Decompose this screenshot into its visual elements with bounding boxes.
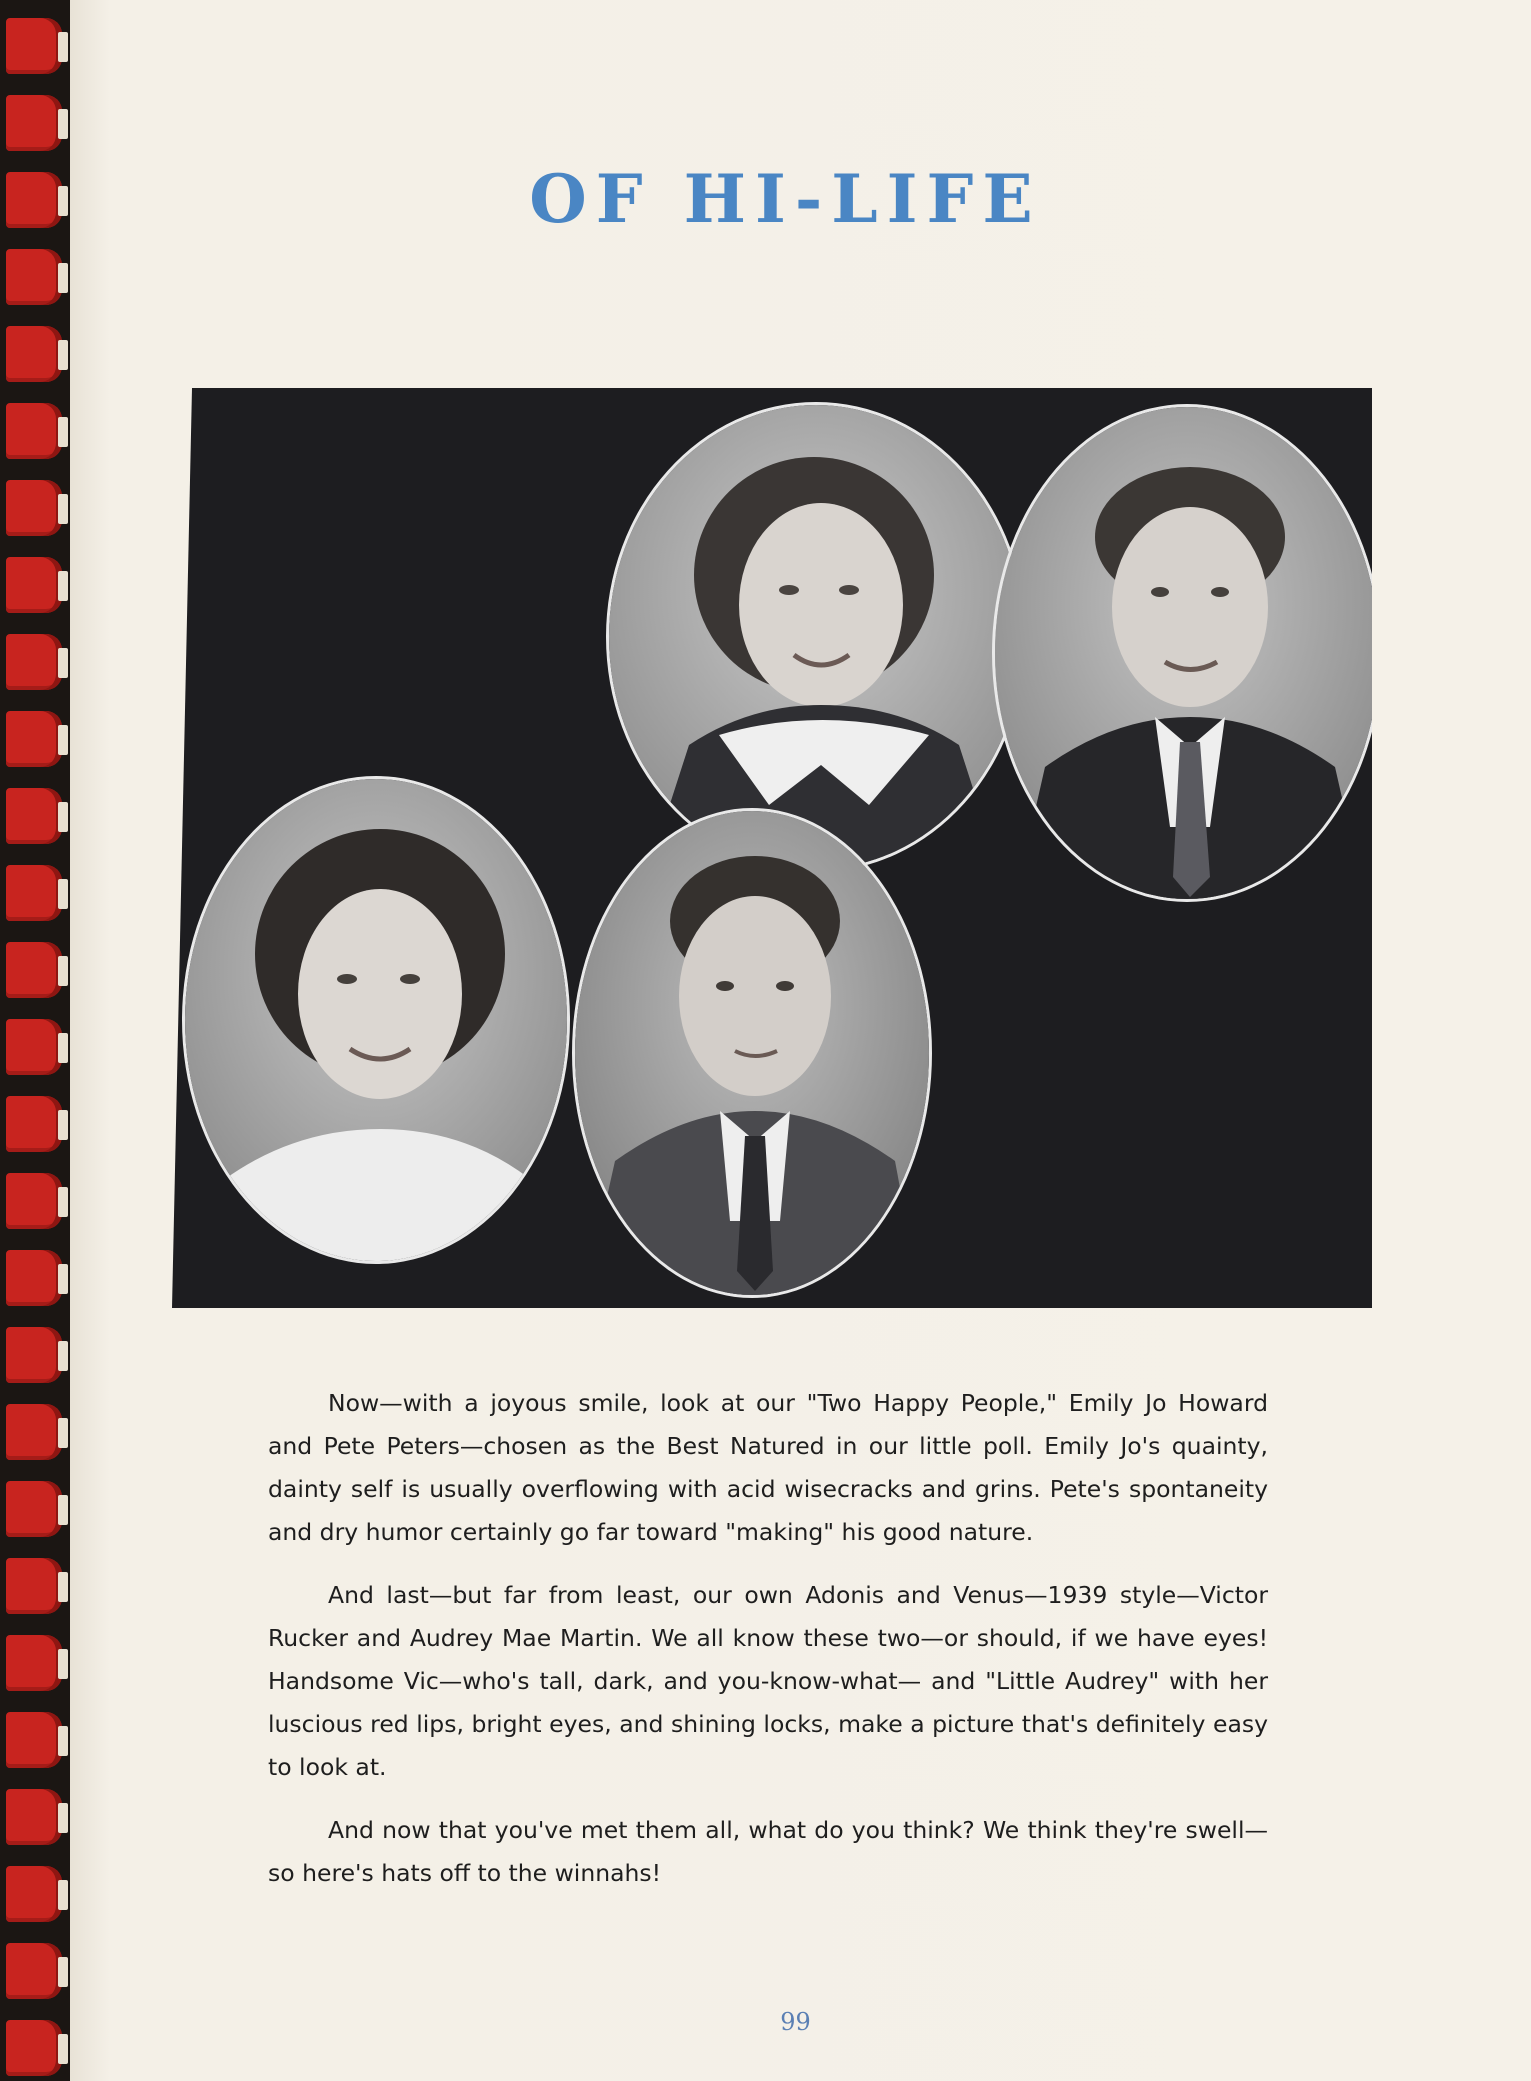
spiral-binding	[0, 0, 70, 2081]
binding-ring	[6, 557, 62, 613]
boy-portrait-bottom	[572, 808, 932, 1298]
girl-portrait-top	[606, 402, 1026, 872]
binding-ring	[6, 1866, 62, 1922]
binding-ring	[6, 1096, 62, 1152]
boy-portrait-top	[992, 404, 1382, 902]
binding-ring	[6, 480, 62, 536]
girl-portrait-bottom	[182, 776, 570, 1264]
binding-ring	[6, 1173, 62, 1229]
binding-ring	[6, 1558, 62, 1614]
binding-ring	[6, 865, 62, 921]
paragraph: And now that you've met them all, what do you think? We think they're swell—so here's hats off to the winnahs!	[268, 1816, 1268, 1887]
binding-ring	[6, 18, 62, 74]
binding-ring	[6, 95, 62, 151]
binding-ring	[6, 1404, 62, 1460]
photo-panel	[172, 388, 1372, 1308]
binding-ring	[6, 711, 62, 767]
paragraph: Now—with a joyous smile, look at our "Two Happy People," Emily Jo Howard and Pete Peters—chosen as the Best Natured in our little poll. Emily Jo's quainty, dainty self is usually overflowing with acid wisecracks and grins. Pete's spontaneity and dry humor certainly go far toward "making" his good nature.	[268, 1389, 1268, 1546]
paragraph: And last—but far from least, our own Adonis and Venus—1939 style—Victor Rucker and Audrey Mae Martin. We all know these two—or should, if we have eyes! Handsome Vic—who's tall, dark, and you-know-what— and "Little Audrey" with her luscious red lips, bright eyes, and shining locks, make a picture that's definitely easy to look at.	[268, 1581, 1268, 1781]
binding-ring	[6, 249, 62, 305]
binding-ring	[6, 1327, 62, 1383]
binding-ring	[6, 1250, 62, 1306]
binding-ring	[6, 1789, 62, 1845]
binding-ring	[6, 1712, 62, 1768]
binding-ring	[6, 788, 62, 844]
binding-ring	[6, 942, 62, 998]
page-title: OF HI-LIFE	[529, 160, 1042, 238]
binding-ring	[6, 1943, 62, 1999]
binding-ring	[6, 1635, 62, 1691]
binding-ring	[6, 403, 62, 459]
binding-ring	[6, 1019, 62, 1075]
binding-ring	[6, 634, 62, 690]
binding-ring	[6, 1481, 62, 1537]
article-body	[268, 1382, 1268, 1915]
page-number: 99	[780, 2008, 811, 2036]
binding-ring	[6, 326, 62, 382]
